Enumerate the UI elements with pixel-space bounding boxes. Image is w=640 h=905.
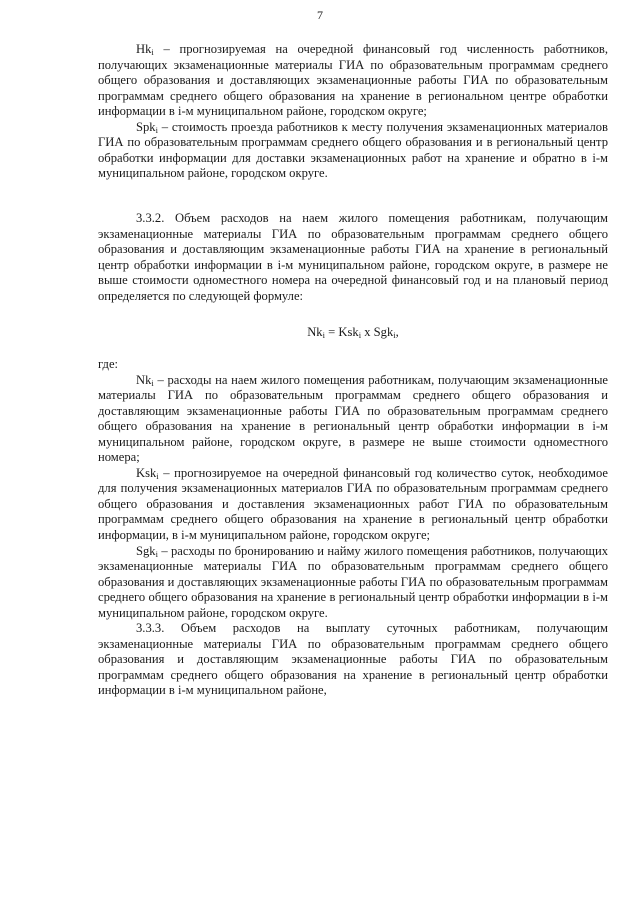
symbol-subscript: i: [155, 124, 158, 135]
where-label: где:: [98, 357, 119, 371]
definition-text: – расходы на наем жилого помещения работникам, получающим экзаменационные материалы ГИА по образовательным программам среднего общего образования и доставляющим экзаменационные работы ГИА по образовательным программам среднего общего образования на хранение в региональный центр обработки информации в i-м муниципальном районе, городском округе, в размере не выше стоимости одноместного номера;: [98, 372, 608, 465]
symbol-subscript: i: [151, 377, 154, 388]
definition-text: – стоимость проезда работников к месту получения экзаменационных материалов ГИА по образовательным программам среднего общего образования и в региональный центр обработки информации для доставки экзаменационных работ на хранение и обратно в i-м муниципальном районе, городском округе.: [98, 119, 608, 181]
definition-text: – прогнозируемая на очередной финансовый год численность работников, получающих экзаменационные материалы ГИА по образовательным программам среднего общего образования и доставляющих экзаменационные работы ГИА по образовательным программам среднего общего образования на хранение в региональном центре обработки информации в i-м муниципальном районе, городском округе;: [98, 42, 608, 119]
symbol: Spk: [136, 119, 156, 134]
definition-hk: [98, 42, 608, 120]
symbol-subscript: i: [156, 470, 159, 481]
definition-ksk: [98, 466, 608, 544]
page-number: 7: [317, 8, 323, 22]
paragraph-3-3-3: 3.3.3. Объем расходов на выплату суточных работникам, получающим экзаменационные материалы ГИА по образовательным программам среднего общего образования и доставляющим экзаменационные работы ГИА по образовательным программам среднего общего образования на хранение в региональный центр обработки информации в i-м муниципальном районе,: [98, 621, 608, 698]
definition-spk: [98, 120, 608, 182]
symbol: Ksk: [136, 465, 157, 480]
symbol-subscript: i: [155, 548, 158, 559]
paragraph-3-3-2: 3.3.2. Объем расходов на наем жилого помещения работникам, получающим экзаменационные материалы ГИА по образовательным программам среднего общего образования и доставляющим экзаменационные работы ГИА на хранение в региональный центр обработки информации в i-м муниципальном районе, городском округе, в размере не выше стоимости одноместного номера на очередной финансовый год и на плановый период определяется по следующей формуле:: [98, 211, 608, 303]
formula-block: [98, 325, 608, 341]
definition-sgk: [98, 544, 608, 622]
symbol-subscript: i: [151, 47, 154, 58]
definition-text: – расходы по бронированию и найму жилого помещения работников, получающих экзаменационные материалы ГИА по образовательным программам среднего общего образования и доставляющих экзаменационные работы ГИА по образовательным программам среднего общего образования на хранение в региональный центр обработки информации в i-м муниципальном районе, городском округе.: [98, 543, 608, 620]
symbol: Nk: [136, 372, 152, 387]
definition-nk: [98, 373, 608, 466]
section-3-3-2: [98, 211, 608, 304]
definitions-block: [98, 357, 608, 699]
definition-text: – прогнозируемое на очередной финансовый год количество суток, необходимое для получения экзаменационных материалов ГИА по образовательным программам среднего общего образования и доставления экзаменационных работ ГИА по образовательным программам среднего общего образования на хранение в региональный центр обработки информации, в i-м муниципальном районе, городском округе;: [98, 465, 608, 543]
symbol: Sgk: [136, 543, 156, 558]
top-definitions: [98, 42, 608, 182]
symbol: Hk: [136, 42, 152, 56]
formula: $Nk_i = Ksk_i$ x Sgk$_i$,: [307, 325, 399, 341]
